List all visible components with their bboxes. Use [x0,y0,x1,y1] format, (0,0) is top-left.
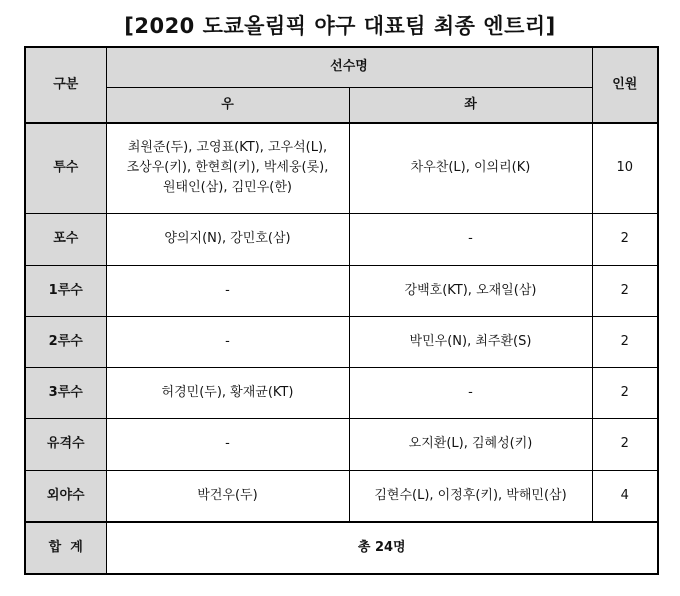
table-row [25,367,658,418]
row-count: 2 [592,265,658,316]
row-category: 포수 [25,213,106,265]
row-count: 2 [592,367,658,418]
row-right-players [106,123,349,213]
table-row [25,265,658,316]
total-label: 합 계 [25,522,106,574]
row-category: 1루수 [25,265,106,316]
row-left-players: 김현수(L), 이정후(키), 박해민(삼) [349,470,592,522]
row-category: 투수 [25,123,106,213]
table-row [25,470,658,522]
player-line: 조상우(키), 한현희(키), 박세웅(롯), [126,160,329,176]
row-right-players: 박건우(두) [106,470,349,522]
total-value: 총 24명 [106,522,658,574]
row-right-players: - [106,418,349,470]
row-category: 2루수 [25,316,106,367]
row-left-players: 오지환(L), 김혜성(키) [349,418,592,470]
row-left-players: 차우찬(L), 이의리(K) [349,123,592,213]
player-line: 최원준(두), 고영표(KT), 고우석(L), [127,140,328,156]
row-count: 4 [592,470,658,522]
roster-table [24,46,659,575]
row-left-players: 박민우(N), 최주환(S) [349,316,592,367]
table-row [25,213,658,265]
row-count: 2 [592,418,658,470]
row-count: 2 [592,316,658,367]
row-left-players: - [349,213,592,265]
table-row [25,316,658,367]
header-category: 구분 [25,47,106,123]
row-right-players: - [106,265,349,316]
header-left: 좌 [349,87,592,123]
row-category: 3루수 [25,367,106,418]
player-line: 원태인(삼), 김민우(한) [162,180,293,196]
row-left-players: - [349,367,592,418]
row-right-players: 허경민(두), 황재균(KT) [106,367,349,418]
row-count: 2 [592,213,658,265]
row-right-players: - [106,316,349,367]
row-right-players: 양의지(N), 강민호(삼) [106,213,349,265]
page-title: [2020 도쿄올림픽 야구 대표팀 최종 엔트리] [124,14,556,38]
table-row [25,418,658,470]
total-row [25,522,658,574]
header-players: 선수명 [106,47,592,87]
row-left-players: 강백호(KT), 오재일(삼) [349,265,592,316]
header-right: 우 [106,87,349,123]
row-category: 유격수 [25,418,106,470]
header-count: 인원 [592,47,658,123]
table-row [25,123,658,213]
row-count: 10 [592,123,658,213]
row-category: 외야수 [25,470,106,522]
